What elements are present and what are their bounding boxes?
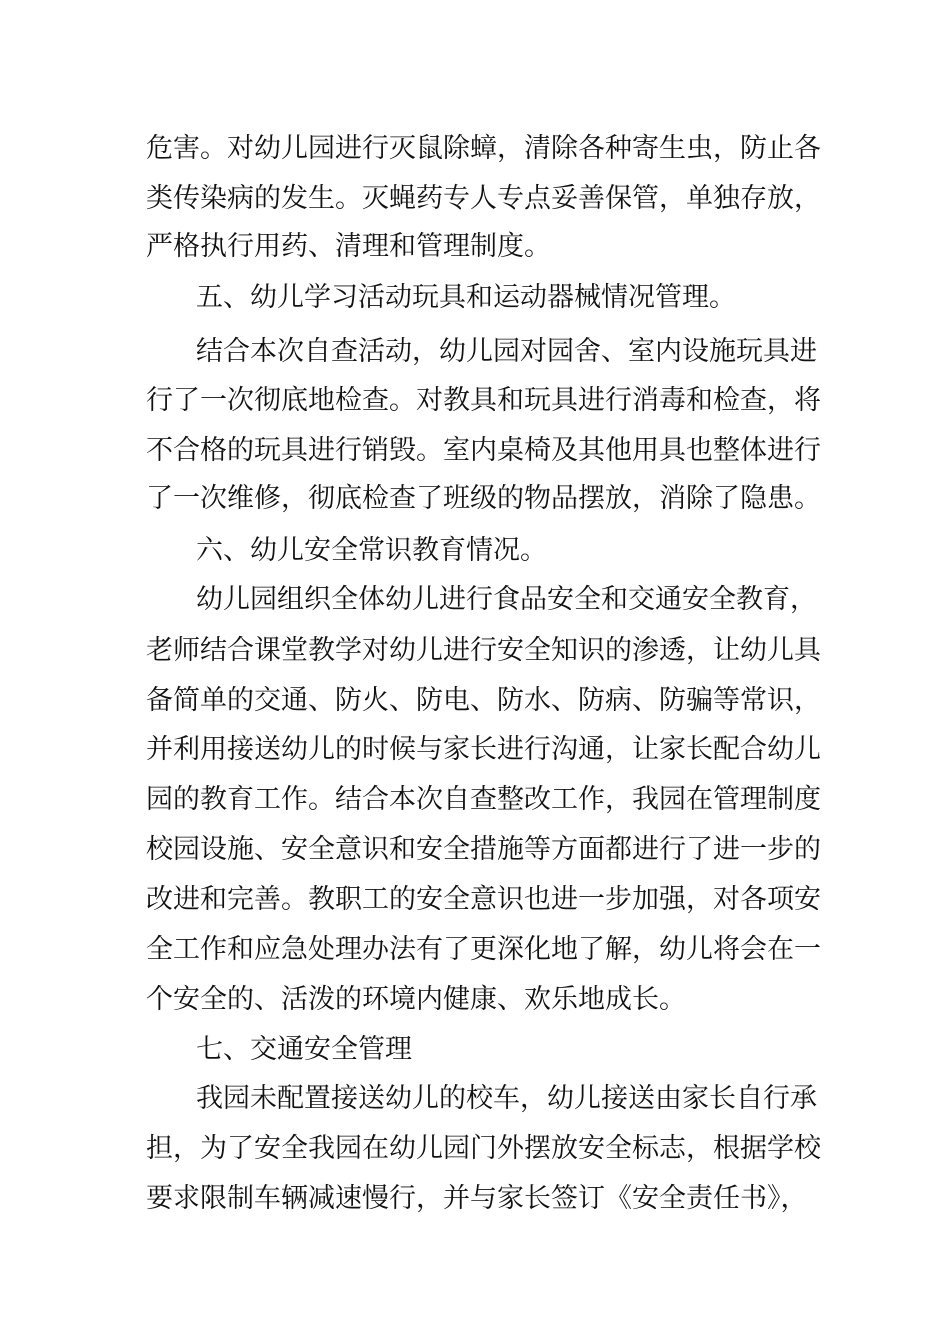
section-heading: 六、幼儿安全常识教育情况。	[196, 535, 547, 566]
text-line: 不合格的玩具进行销毁。室内桌椅及其他用具也整体进行	[146, 435, 821, 466]
text-line: 个安全的、活泼的环境内健康、欢乐地成长。	[146, 984, 686, 1015]
text-line: 全工作和应急处理办法有了更深化地了解，幼儿将会在一	[146, 934, 821, 965]
text-line: 并利用接送幼儿的时候与家长进行沟通，让家长配合幼儿	[146, 734, 821, 765]
text-line: 结合本次自查活动，幼儿园对园舍、室内设施玩具进	[196, 336, 817, 367]
text-line: 类传染病的发生。灭蝇药专人专点妥善保管，单独存放，	[146, 183, 821, 214]
section-heading: 七、交通安全管理	[196, 1034, 412, 1065]
text-line: 行了一次彻底地检查。对教具和玩具进行消毒和检查，将	[146, 385, 821, 416]
text-line: 危害。对幼儿园进行灭鼠除蟑，清除各种寄生虫，防止各	[146, 133, 821, 164]
text-line: 了一次维修，彻底检查了班级的物品摆放，消除了隐患。	[146, 483, 821, 514]
section-heading: 五、幼儿学习活动玩具和运动器械情况管理。	[196, 282, 736, 313]
text-line: 担，为了安全我园在幼儿园门外摆放安全标志，根据学校	[146, 1133, 821, 1164]
text-line: 园的教育工作。结合本次自查整改工作，我园在管理制度	[146, 784, 821, 815]
text-line: 老师结合课堂教学对幼儿进行安全知识的渗透，让幼儿具	[146, 635, 821, 666]
text-line: 我园未配置接送幼儿的校车，幼儿接送由家长自行承	[196, 1083, 817, 1114]
text-line: 校园设施、安全意识和安全措施等方面都进行了进一步的	[146, 834, 821, 865]
text-line: 备简单的交通、防火、防电、防水、防病、防骗等常识，	[146, 685, 821, 716]
text-line: 严格执行用药、清理和管理制度。	[146, 231, 551, 262]
text-line: 改进和完善。教职工的安全意识也进一步加强，对各项安	[146, 884, 821, 915]
text-line: 要求限制车辆减速慢行，并与家长签订《安全责任书》，	[146, 1183, 808, 1214]
text-line: 幼儿园组织全体幼儿进行食品安全和交通安全教育，	[196, 584, 817, 615]
